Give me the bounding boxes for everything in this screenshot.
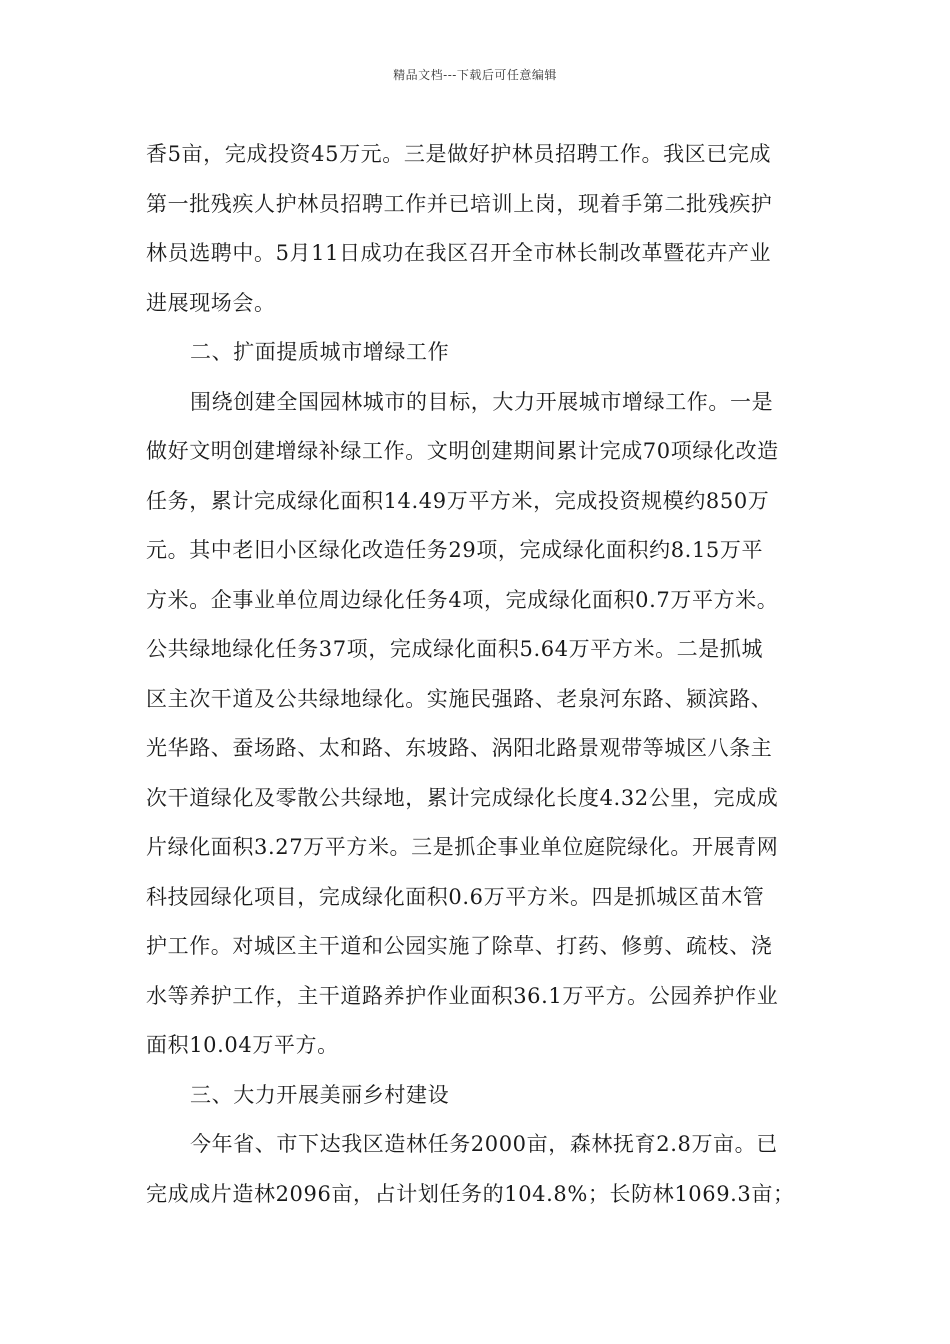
body-line: 林员选聘中。5月11日成功在我区召开全市林长制改革暨花卉产业 — [146, 241, 772, 265]
body-line: 区主次干道及公共绿地绿化。实施民强路、老泉河东路、颍滨路、 — [146, 686, 773, 711]
body-line: 面积10.04万平方。 — [146, 1033, 339, 1057]
paragraph-start-line: 围绕创建全国园林城市的目标，大力开展城市增绿工作。一是 — [190, 389, 774, 414]
section-heading-2: 二、扩面提质城市增绿工作 — [190, 340, 450, 364]
body-line: 光华路、蚕场路、太和路、东坡路、涡阳北路景观带等城区八条主 — [146, 736, 773, 760]
section-heading-3: 三、大力开展美丽乡村建设 — [190, 1082, 450, 1107]
body-line: 护工作。对城区主干道和公园实施了除草、打药、修剪、疏枝、浇 — [146, 934, 773, 958]
body-line: 第一批残疾人护林员招聘工作并已培训上岗，现着手第二批残疾护 — [146, 191, 773, 216]
body-line: 水等养护工作，主干道路养护作业面积36.1万平方。公园养护作业 — [146, 983, 779, 1008]
body-line: 片绿化面积3.27万平方米。三是抓企事业单位庭院绿化。开展青网 — [146, 835, 779, 859]
paragraph-start-line: 今年省、市下达我区造林任务2000亩，森林抚育2.8万亩。已 — [190, 1132, 778, 1156]
body-line: 科技园绿化项目，完成绿化面积0.6万平方米。四是抓城区苗木管 — [146, 884, 765, 909]
body-line: 进展现场会。 — [146, 290, 276, 315]
body-line: 方米。企事业单位周边绿化任务4项，完成绿化面积0.7万平方米。 — [146, 587, 779, 612]
body-line: 香5亩，完成投资45万元。三是做好护林员招聘工作。我区已完成 — [146, 142, 772, 166]
body-line: 公共绿地绿化任务37项，完成绿化面积5.64万平方米。二是抓城 — [146, 637, 764, 661]
body-line: 次干道绿化及零散公共绿地，累计完成绿化长度4.32公里，完成成 — [146, 785, 779, 810]
page-header: 精品文档---下载后可任意编辑 — [393, 68, 557, 82]
body-line: 元。其中老旧小区绿化改造任务29项，完成绿化面积约8.15万平 — [146, 538, 764, 562]
body-line: 完成成片造林2096亩，占计划任务的104.8%；长防林1069.3亩； — [146, 1181, 795, 1206]
body-line: 任务，累计完成绿化面积14.49万平方米，完成投资规模约850万 — [146, 488, 770, 513]
document-body — [146, 130, 806, 1219]
body-line: 做好文明创建增绿补绿工作。文明创建期间累计完成70项绿化改造 — [146, 439, 779, 463]
